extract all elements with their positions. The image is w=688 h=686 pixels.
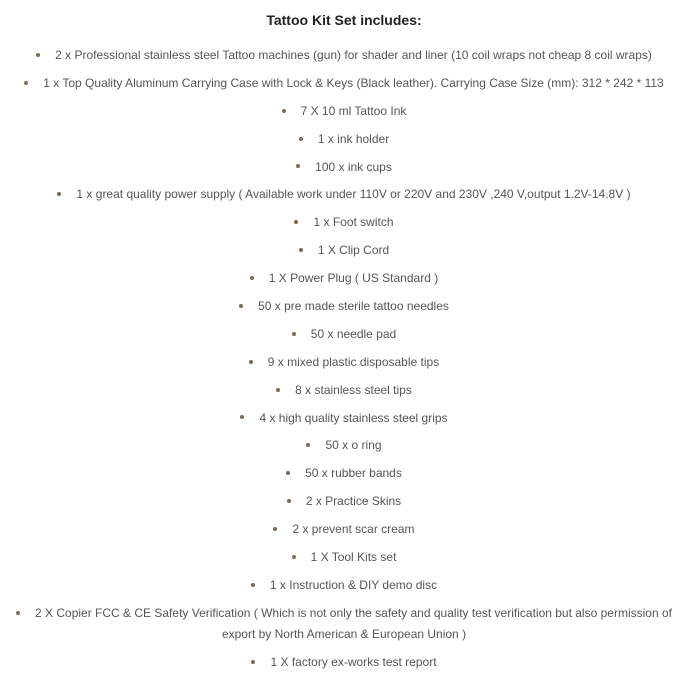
bullet-icon xyxy=(249,360,253,364)
list-item xyxy=(0,129,688,150)
bullet-icon xyxy=(273,527,277,531)
bullet-icon xyxy=(294,220,298,224)
list-item-text: 2 x Professional stainless steel Tattoo machines (gun) for shader and liner (10 coil wraps not cheap 8 coil wraps) xyxy=(55,48,652,62)
bullet-icon xyxy=(299,137,303,141)
bullet-icon xyxy=(282,109,286,113)
list-item-text: 1 X Clip Cord xyxy=(317,243,390,258)
list-item-text: 50 x needle pad xyxy=(310,326,397,341)
list-item-text: 7 X 10 ml Tattoo Ink xyxy=(300,103,407,118)
bullet-icon xyxy=(251,583,255,587)
bullet-icon xyxy=(306,443,310,447)
list-item xyxy=(0,324,688,345)
bullet-icon xyxy=(36,53,40,57)
list-item-text: 4 x high quality stainless steel grips xyxy=(259,410,448,425)
bullet-icon xyxy=(292,555,296,559)
list-item xyxy=(0,157,688,178)
bullet-icon xyxy=(240,415,244,419)
list-item-text: 1 X Tool Kits set xyxy=(310,550,397,565)
bullet-icon xyxy=(16,611,20,615)
bullet-icon xyxy=(250,276,254,280)
list-item xyxy=(0,352,688,373)
bullet-icon xyxy=(292,332,296,336)
bullet-icon xyxy=(239,304,243,308)
list-item-text: 1 x Instruction & DIY demo disc xyxy=(269,577,438,592)
list-item xyxy=(0,101,688,122)
bullet-icon xyxy=(276,388,280,392)
list-item xyxy=(0,380,688,401)
list-item-text: 1 X Power Plug ( US Standard ) xyxy=(268,271,439,286)
list-item xyxy=(0,408,688,429)
kit-items-list xyxy=(0,45,688,673)
list-item-text: 100 x ink cups xyxy=(315,159,392,174)
list-item-text: 1 x Top Quality Aluminum Carrying Case with Lock & Keys (Black leather). Carrying Case Size (mm): 312 * 242 * 113 xyxy=(43,75,664,90)
list-item-text: 8 x stainless steel tips xyxy=(295,382,412,397)
list-item xyxy=(0,296,688,317)
list-item xyxy=(0,603,688,645)
list-item-text: 50 x o ring xyxy=(325,438,382,453)
list-item xyxy=(0,184,688,205)
list-item xyxy=(0,268,688,289)
bullet-icon xyxy=(287,499,291,503)
list-item xyxy=(0,73,688,94)
list-item-text: 2 x prevent scar cream xyxy=(292,522,415,537)
list-item xyxy=(0,45,688,66)
bullet-icon xyxy=(251,660,255,664)
list-item-text: 50 x rubber bands xyxy=(305,466,402,481)
list-item xyxy=(0,212,688,233)
list-item xyxy=(0,519,688,540)
list-item-text: 2 X Copier FCC & CE Safety Verification ( Which is not only the safety and quality test verification but also permission of export by North American & European Union ) xyxy=(35,605,672,641)
list-item xyxy=(0,652,688,673)
list-item xyxy=(0,435,688,456)
page-title: Tattoo Kit Set includes: xyxy=(266,12,422,28)
list-item xyxy=(0,240,688,261)
list-item xyxy=(0,491,688,512)
list-item-text: 1 X factory ex-works test report xyxy=(270,654,437,669)
list-item-text: 1 x great quality power supply ( Available work under 110V or 220V and 230V ,240 V,output 1.2V-14.8V ) xyxy=(76,187,631,202)
bullet-icon xyxy=(57,192,61,196)
list-item xyxy=(0,463,688,484)
bullet-icon xyxy=(299,248,303,252)
list-item xyxy=(0,575,688,596)
list-item-text: 1 x Foot switch xyxy=(313,215,394,230)
bullet-icon xyxy=(286,471,290,475)
bullet-icon xyxy=(296,164,300,168)
list-item-text: 2 x Practice Skins xyxy=(305,494,402,509)
list-item-text: 1 x ink holder xyxy=(317,131,390,146)
list-item-text: 50 x pre made sterile tattoo needles xyxy=(258,299,449,314)
list-item xyxy=(0,547,688,568)
list-item-text: 9 x mixed plastic disposable tips xyxy=(267,354,440,369)
bullet-icon xyxy=(24,81,28,85)
